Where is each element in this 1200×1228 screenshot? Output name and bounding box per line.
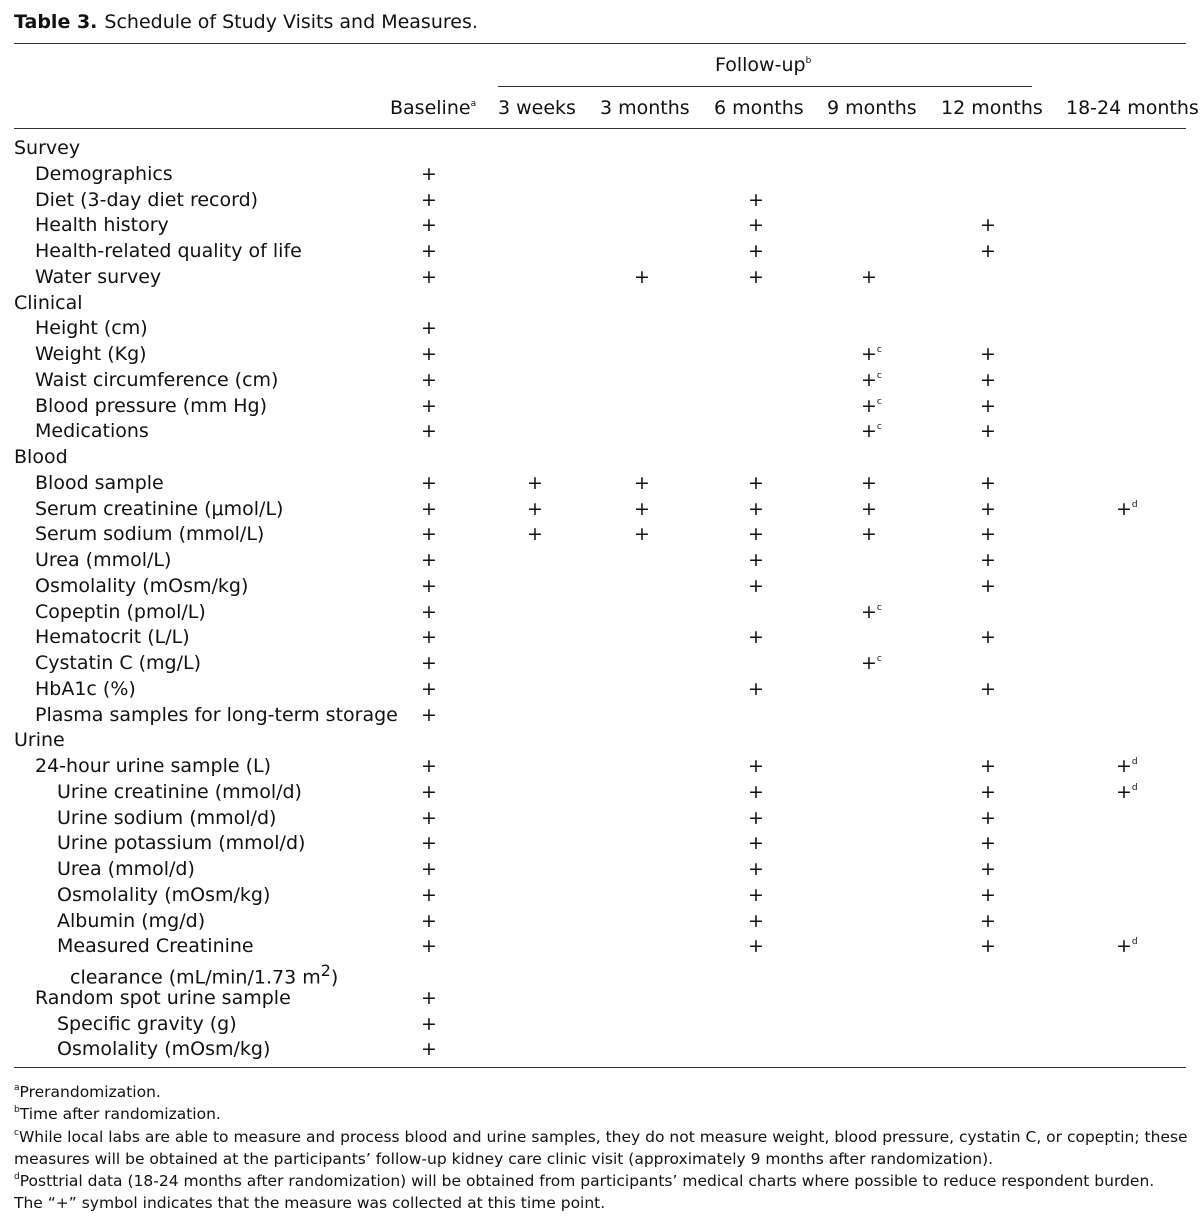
footnote: measures will be obtained at the participants’ follow-up kidney care clinic visit (approximately 9 months after randomization).	[14, 1150, 994, 1168]
footnote-mark: d	[1131, 757, 1138, 767]
column-header-9-months: 9 months	[827, 97, 917, 119]
measure-mark: +	[861, 471, 877, 494]
measure-mark: +	[421, 652, 437, 674]
measure-mark: +	[421, 523, 437, 546]
section-heading: Urine	[14, 729, 65, 752]
measure-mark: +	[421, 626, 437, 649]
footnote: $^c$While local labs are able to measure and process blood and urine samples, they do not measure weight, blood pressure, cystatin C, or copeptin; these	[14, 1128, 1188, 1146]
row-label: Waist circumference (cm)	[35, 368, 279, 391]
row-label: Serum creatinine (μmol/L)	[35, 497, 284, 520]
footnote-mark: c	[876, 345, 882, 355]
measure-mark: +	[748, 549, 764, 571]
measure-mark: +	[748, 523, 764, 546]
measure-mark: +	[527, 497, 543, 520]
measure-mark: +	[421, 1012, 437, 1035]
row-label: Water survey	[35, 265, 162, 288]
row-label: Height (cm)	[35, 317, 148, 340]
baseline-label: Baseline	[390, 97, 471, 119]
measure-mark: +	[980, 420, 996, 443]
measure-mark: +	[421, 832, 437, 855]
footnote-mark: d	[14, 1172, 20, 1182]
followup-rule	[498, 86, 1032, 87]
measure-mark: +	[748, 806, 764, 829]
measure-mark: +	[980, 523, 996, 546]
footnote: $^d$Posttrial data (18-24 months after randomization) will be obtained from participants’ medical charts where possible to reduce respondent burden.	[14, 1172, 1155, 1190]
footnote-mark: c	[876, 422, 882, 433]
table-number: Table 3.	[14, 11, 98, 33]
measure-mark: +	[980, 832, 996, 855]
measure-mark: +	[421, 806, 437, 829]
measure-mark: +	[980, 677, 996, 700]
footnote: The “+” symbol indicates that the measure was collected at this time point.	[14, 1194, 606, 1212]
bottom-rule	[14, 1067, 1186, 1068]
measure-mark: +	[861, 497, 877, 520]
measure-mark: +	[421, 240, 437, 262]
row-label: Osmolality (mOsm/kg)	[57, 1038, 271, 1061]
measure-mark: +	[421, 703, 437, 726]
measure-mark: +	[980, 806, 996, 829]
row-label: Cystatin C (mg/L)	[35, 652, 201, 674]
measure-mark: +	[980, 755, 996, 777]
measure-mark: +	[421, 420, 437, 443]
measure-mark: +	[634, 471, 650, 494]
row-label: Hematocrit (L/L)	[35, 626, 190, 649]
row-label: HbA1c (%)	[35, 677, 136, 700]
measure-mark: +	[980, 343, 996, 365]
footnote-mark: a	[14, 1083, 20, 1093]
measure-mark: +	[980, 626, 996, 649]
row-label: Medications	[35, 420, 149, 443]
measure-mark: +	[980, 549, 996, 571]
row-label: Specific gravity (g)	[57, 1012, 237, 1035]
measure-mark: +	[421, 600, 437, 623]
measure-mark: +	[634, 265, 650, 288]
row-label: Health history	[35, 214, 169, 237]
measure-mark: +	[421, 883, 437, 906]
measure-mark: +	[748, 677, 764, 700]
measure-mark: +	[421, 1038, 437, 1061]
header-rule	[14, 128, 1186, 129]
measure-mark: +	[748, 188, 764, 211]
row-label: Albumin (mg/d)	[57, 909, 206, 932]
measure-mark: +	[421, 471, 437, 494]
section-heading: Survey	[14, 137, 81, 159]
measure-mark: +	[748, 935, 764, 958]
measure-mark: +$^c$	[861, 600, 882, 623]
row-label: Plasma samples for long-term storage	[35, 703, 398, 726]
measure-mark: +	[748, 574, 764, 597]
measure-mark: +	[634, 497, 650, 520]
measure-mark: +	[527, 523, 543, 546]
footnote-mark: b	[14, 1105, 20, 1115]
measure-mark: +	[980, 214, 996, 237]
measure-mark: +	[421, 574, 437, 597]
row-label: Health-related quality of life	[35, 240, 302, 262]
measure-mark: +	[980, 240, 996, 262]
measure-mark: +	[980, 574, 996, 597]
measure-mark: +	[748, 214, 764, 237]
measure-mark: +	[748, 240, 764, 262]
measure-mark: +	[748, 832, 764, 855]
table-caption	[14, 10, 478, 34]
row-label: Random spot urine sample	[35, 986, 291, 1009]
row-label: Urine sodium (mmol/d)	[57, 806, 277, 829]
column-header-3-months: 3 months	[600, 97, 690, 119]
measure-mark: +	[980, 394, 996, 417]
footnote-mark: c	[876, 370, 882, 381]
measure-mark: +	[421, 858, 437, 880]
measure-mark: +	[421, 780, 437, 803]
table-title: Schedule of Study Visits and Measures.	[104, 11, 478, 33]
measure-mark: +	[748, 497, 764, 520]
measure-mark: +$^c$	[861, 420, 882, 443]
followup-header	[715, 54, 811, 76]
measure-mark: +	[980, 780, 996, 803]
measure-mark: +	[980, 471, 996, 494]
footnote-mark: c	[876, 602, 882, 613]
measure-mark: +	[748, 780, 764, 803]
measure-mark: +	[527, 471, 543, 494]
measure-mark: +	[980, 883, 996, 906]
measure-mark: +	[634, 523, 650, 546]
measure-mark: +	[421, 265, 437, 288]
measure-mark: +$^c$	[861, 394, 882, 417]
measure-mark: +	[421, 317, 437, 340]
measure-mark: +	[421, 549, 437, 571]
measure-mark: +	[421, 394, 437, 417]
footnote-mark: c	[876, 654, 882, 664]
row-label: Serum sodium (mmol/L)	[35, 523, 265, 546]
column-header-6-months: 6 months	[714, 97, 804, 119]
measure-mark: +$^c$	[861, 343, 882, 365]
measure-mark: +	[861, 265, 877, 288]
row-label: Blood pressure (mm Hg)	[35, 394, 267, 417]
measure-mark: +	[421, 343, 437, 365]
section-heading: Blood	[14, 446, 68, 468]
section-heading: Clinical	[14, 291, 83, 314]
measure-mark: +$^d$	[1116, 755, 1138, 777]
row-label: Urea (mmol/L)	[35, 549, 172, 571]
measure-mark: +	[748, 626, 764, 649]
row-label: Urine potassium (mmol/d)	[57, 832, 306, 855]
measure-mark: +	[980, 497, 996, 520]
measure-mark: +$^d$	[1116, 780, 1138, 803]
followup-mark: b	[805, 56, 812, 66]
measure-mark: +	[980, 858, 996, 880]
row-label: Diet (3-day diet record)	[35, 188, 259, 211]
measure-mark: +	[748, 909, 764, 932]
measure-mark: +	[421, 986, 437, 1009]
measure-mark: +	[421, 368, 437, 391]
footnote: $^b$Time after randomization.	[14, 1105, 221, 1123]
measure-mark: +	[980, 935, 996, 958]
footnote: $^a$Prerandomization.	[14, 1083, 161, 1101]
row-label: Demographics	[35, 162, 173, 185]
measure-mark: +	[748, 755, 764, 777]
followup-label: Follow-up	[715, 54, 806, 76]
column-header-18-24-months: 18-24 months	[1066, 97, 1199, 119]
row-label: Blood sample	[35, 471, 164, 494]
measure-mark: +	[421, 214, 437, 237]
measure-mark: +	[748, 265, 764, 288]
row-label: Urine creatinine (mmol/d)	[57, 780, 302, 803]
measure-mark: +	[748, 858, 764, 880]
measure-mark: +	[421, 909, 437, 932]
measure-mark: +	[980, 368, 996, 391]
measure-mark: +	[421, 162, 437, 185]
measure-mark: +	[421, 935, 437, 958]
footnote-mark: c	[14, 1128, 19, 1138]
row-label: Osmolality (mOsm/kg)	[35, 574, 249, 597]
row-label: Weight (Kg)	[35, 343, 147, 365]
baseline-header	[390, 97, 476, 119]
footnote-mark: d	[1131, 937, 1138, 948]
footnote-mark: d	[1131, 499, 1138, 510]
footnote-mark: d	[1131, 782, 1138, 793]
measure-mark: +	[421, 677, 437, 700]
measure-mark: +	[748, 471, 764, 494]
measure-mark: +	[980, 909, 996, 932]
measure-mark: +	[861, 523, 877, 546]
top-rule	[14, 43, 1186, 44]
row-label: Measured Creatinine	[57, 935, 254, 958]
baseline-mark: a	[470, 99, 477, 109]
measure-mark: +	[748, 883, 764, 906]
measure-mark: +	[421, 497, 437, 520]
row-label: Osmolality (mOsm/kg)	[57, 883, 271, 906]
row-label: Urea (mmol/d)	[57, 858, 195, 880]
row-label: 24-hour urine sample (L)	[35, 755, 272, 777]
measure-mark: +$^d$	[1116, 935, 1138, 958]
row-label: clearance (mL/min/1.73 $m^2$)	[70, 961, 339, 989]
column-header-12-months: 12 months	[941, 97, 1043, 119]
measure-mark: +	[421, 188, 437, 211]
measure-mark: +$^d$	[1116, 497, 1138, 520]
footnote-mark: c	[876, 396, 882, 407]
measure-mark: +	[421, 755, 437, 777]
row-label: Copeptin (pmol/L)	[35, 600, 206, 623]
measure-mark: +$^c$	[861, 368, 882, 391]
measure-mark: +$^c$	[861, 652, 882, 674]
column-header-3-weeks: 3 weeks	[498, 97, 576, 119]
